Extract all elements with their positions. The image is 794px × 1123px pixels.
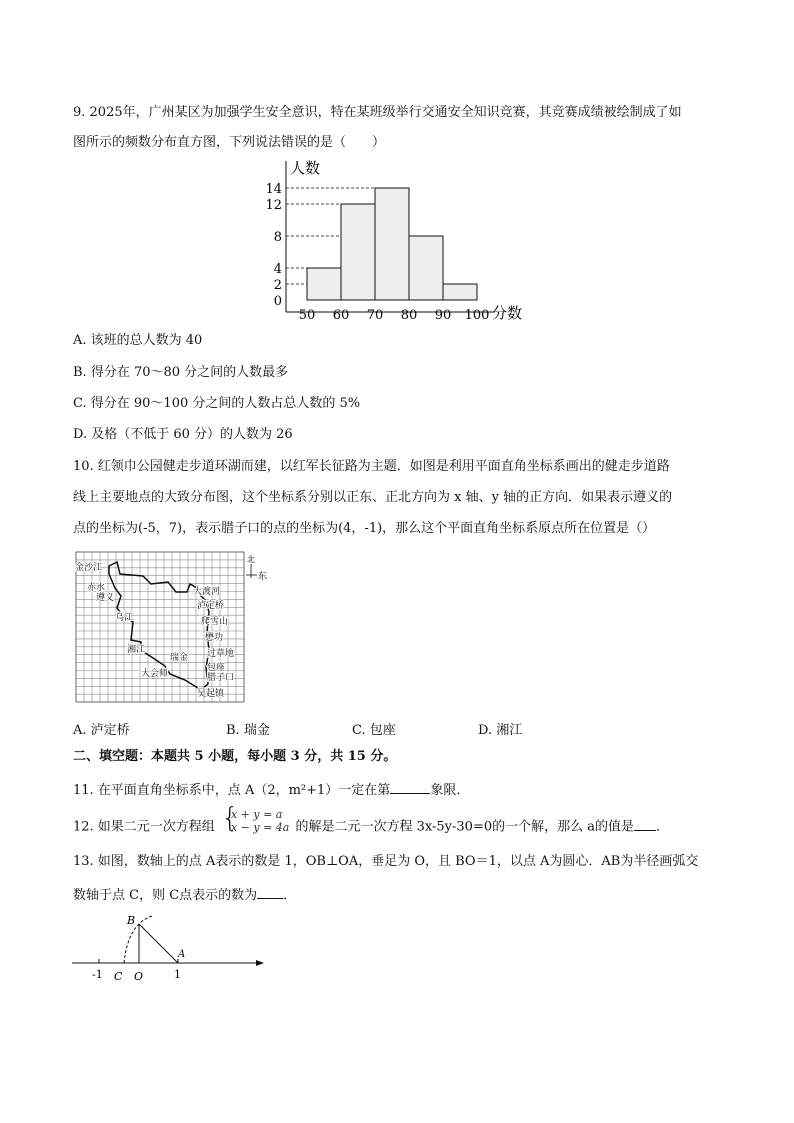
q9-option-d: D. 及格（不低于 60 分）的人数为 26	[73, 427, 293, 442]
q9-option-a: A. 该班的总人数为 40	[73, 333, 203, 348]
histogram-bar-70-80	[375, 188, 409, 300]
compass-east: 东	[258, 572, 268, 582]
q9-option-b: B. 得分在 70～80 分之间的人数最多	[73, 365, 289, 380]
q13-line1: 13. 如图，数轴上的点 A表示的数是 1，OB⊥OA，垂足为 O，且 BO＝1，以点 A为圆心．AB为半径画弧交	[73, 854, 699, 869]
label-c: C	[114, 970, 123, 983]
map-label-6: 大会师	[141, 669, 169, 679]
q11-answer-blank	[390, 781, 430, 794]
q10-option-d: D. 湘江	[478, 723, 523, 738]
histogram-xtick-100: 100	[464, 308, 490, 323]
q12-text-middle: 的解是二元一次方程 3x-5y-30=0的一个解，那么 a的值是	[295, 819, 634, 835]
histogram-ytick-8: 8	[273, 230, 282, 245]
map-label-14: 吴起镇	[197, 689, 225, 699]
histogram-chart	[255, 155, 535, 325]
q13-text-after: ．	[283, 888, 297, 903]
map-label-11: 过草地	[207, 649, 235, 659]
map-label-12: 包座	[207, 663, 226, 673]
map-label-9: 爬雪山	[201, 617, 229, 627]
histogram-bar-60-70	[341, 204, 375, 300]
map-label-7: 大渡河	[193, 587, 221, 597]
compass-north: 北	[247, 555, 255, 564]
q12-equation-1: x + y = a	[230, 808, 283, 821]
map-label-5: 瑞金	[170, 653, 189, 663]
histogram-xtick-70: 70	[366, 308, 384, 323]
q9-line1: 9. 2025年，广州某区为加强学生安全意识，特在某班级举行交通安全知识竞赛，其竞赛成绩被绘制成了如	[73, 105, 682, 120]
q10-line2: 线上主要地点的大致分布图，这个坐标系分别以正东、正北方向为 x 轴、y 轴的正方向．如果表示遵义的	[73, 490, 673, 505]
histogram-xtick-90: 90	[434, 308, 452, 323]
q11-text-before: 11. 在平面直角坐标系中，点 A（2，m²+1）一定在第	[73, 783, 391, 798]
q12-line	[73, 801, 670, 840]
histogram-ytick-2: 2	[273, 278, 282, 293]
histogram-bar-80-90	[409, 236, 443, 300]
q12-answer-blank	[634, 818, 656, 831]
q10-option-a: A. 泸定桥	[73, 723, 130, 738]
q10-line3: 点的坐标为(-5，7)，表示腊子口的点的坐标为(4，-1)，那么这个平面直角坐标系原点所在位置是（）	[73, 521, 656, 536]
q10-option-b: B. 瑞金	[226, 723, 270, 738]
q13-line2	[73, 886, 296, 904]
histogram-bar-50-60	[307, 268, 341, 300]
label-b: B	[127, 914, 136, 927]
q12-text-after: ．	[656, 819, 670, 835]
histogram-bar-90-100	[443, 284, 477, 300]
histogram-xlabel: 分数	[492, 304, 523, 322]
label-a: A	[178, 949, 186, 960]
section2-title	[73, 749, 396, 765]
q10-line1: 10. 红领巾公园健走步道环湖而建，以红军长征路为主题．如图是利用平面直角坐标系画出的健走步道路	[73, 459, 670, 474]
histogram-ytick-0: 0	[273, 294, 282, 309]
label-minus1: -1	[92, 968, 103, 981]
map-label-0: 金沙江	[75, 563, 103, 573]
q12-text-before: 12. 如果二元一次方程组	[73, 819, 215, 835]
histogram-ytick-14: 14	[265, 182, 282, 197]
map-label-2: 遵义	[96, 593, 115, 603]
label-1: 1	[174, 968, 181, 981]
histogram-xtick-60: 60	[332, 308, 350, 323]
q13-text-before: 数轴于点 C，则 C点表示的数为	[73, 888, 258, 903]
histogram-ytick-12: 12	[265, 198, 282, 213]
route-map	[73, 548, 273, 708]
label-o: O	[134, 970, 144, 983]
brace-icon: {	[220, 801, 239, 834]
histogram-ytick-4: 4	[273, 262, 282, 277]
q12-equation-system	[220, 801, 290, 834]
q12-equation-2: x − y = 4a	[230, 821, 290, 834]
histogram-xtick-50: 50	[298, 308, 316, 323]
q13-answer-blank	[257, 886, 283, 899]
number-line-figure	[68, 910, 273, 985]
q11-text-after: 象限．	[430, 783, 470, 798]
q9-option-c: C. 得分在 90～100 分之间的人数占总人数的 5%	[73, 396, 361, 411]
map-label-8: 泸定桥	[197, 601, 225, 611]
q9-line2: 图所示的频数分布直方图，下列说法错误的是（ ）	[73, 135, 386, 150]
q10-option-c: C. 包座	[352, 723, 396, 738]
map-label-1: 赤水	[87, 583, 106, 593]
histogram-xtick-80: 80	[400, 308, 418, 323]
map-label-3: 乌江	[115, 613, 134, 623]
section2-title-text: 二、填空题：本题共 5 小题，每小题 3 分，共 15 分。	[73, 749, 397, 764]
map-label-4: 湘江	[127, 645, 146, 655]
number-line-arrow-icon	[256, 960, 264, 966]
q11-line	[73, 781, 469, 799]
map-label-13: 腊子口	[207, 673, 235, 683]
histogram-ylabel: 人数	[290, 159, 321, 177]
map-label-10: 懋功	[205, 633, 224, 643]
segment-ab	[139, 924, 178, 963]
